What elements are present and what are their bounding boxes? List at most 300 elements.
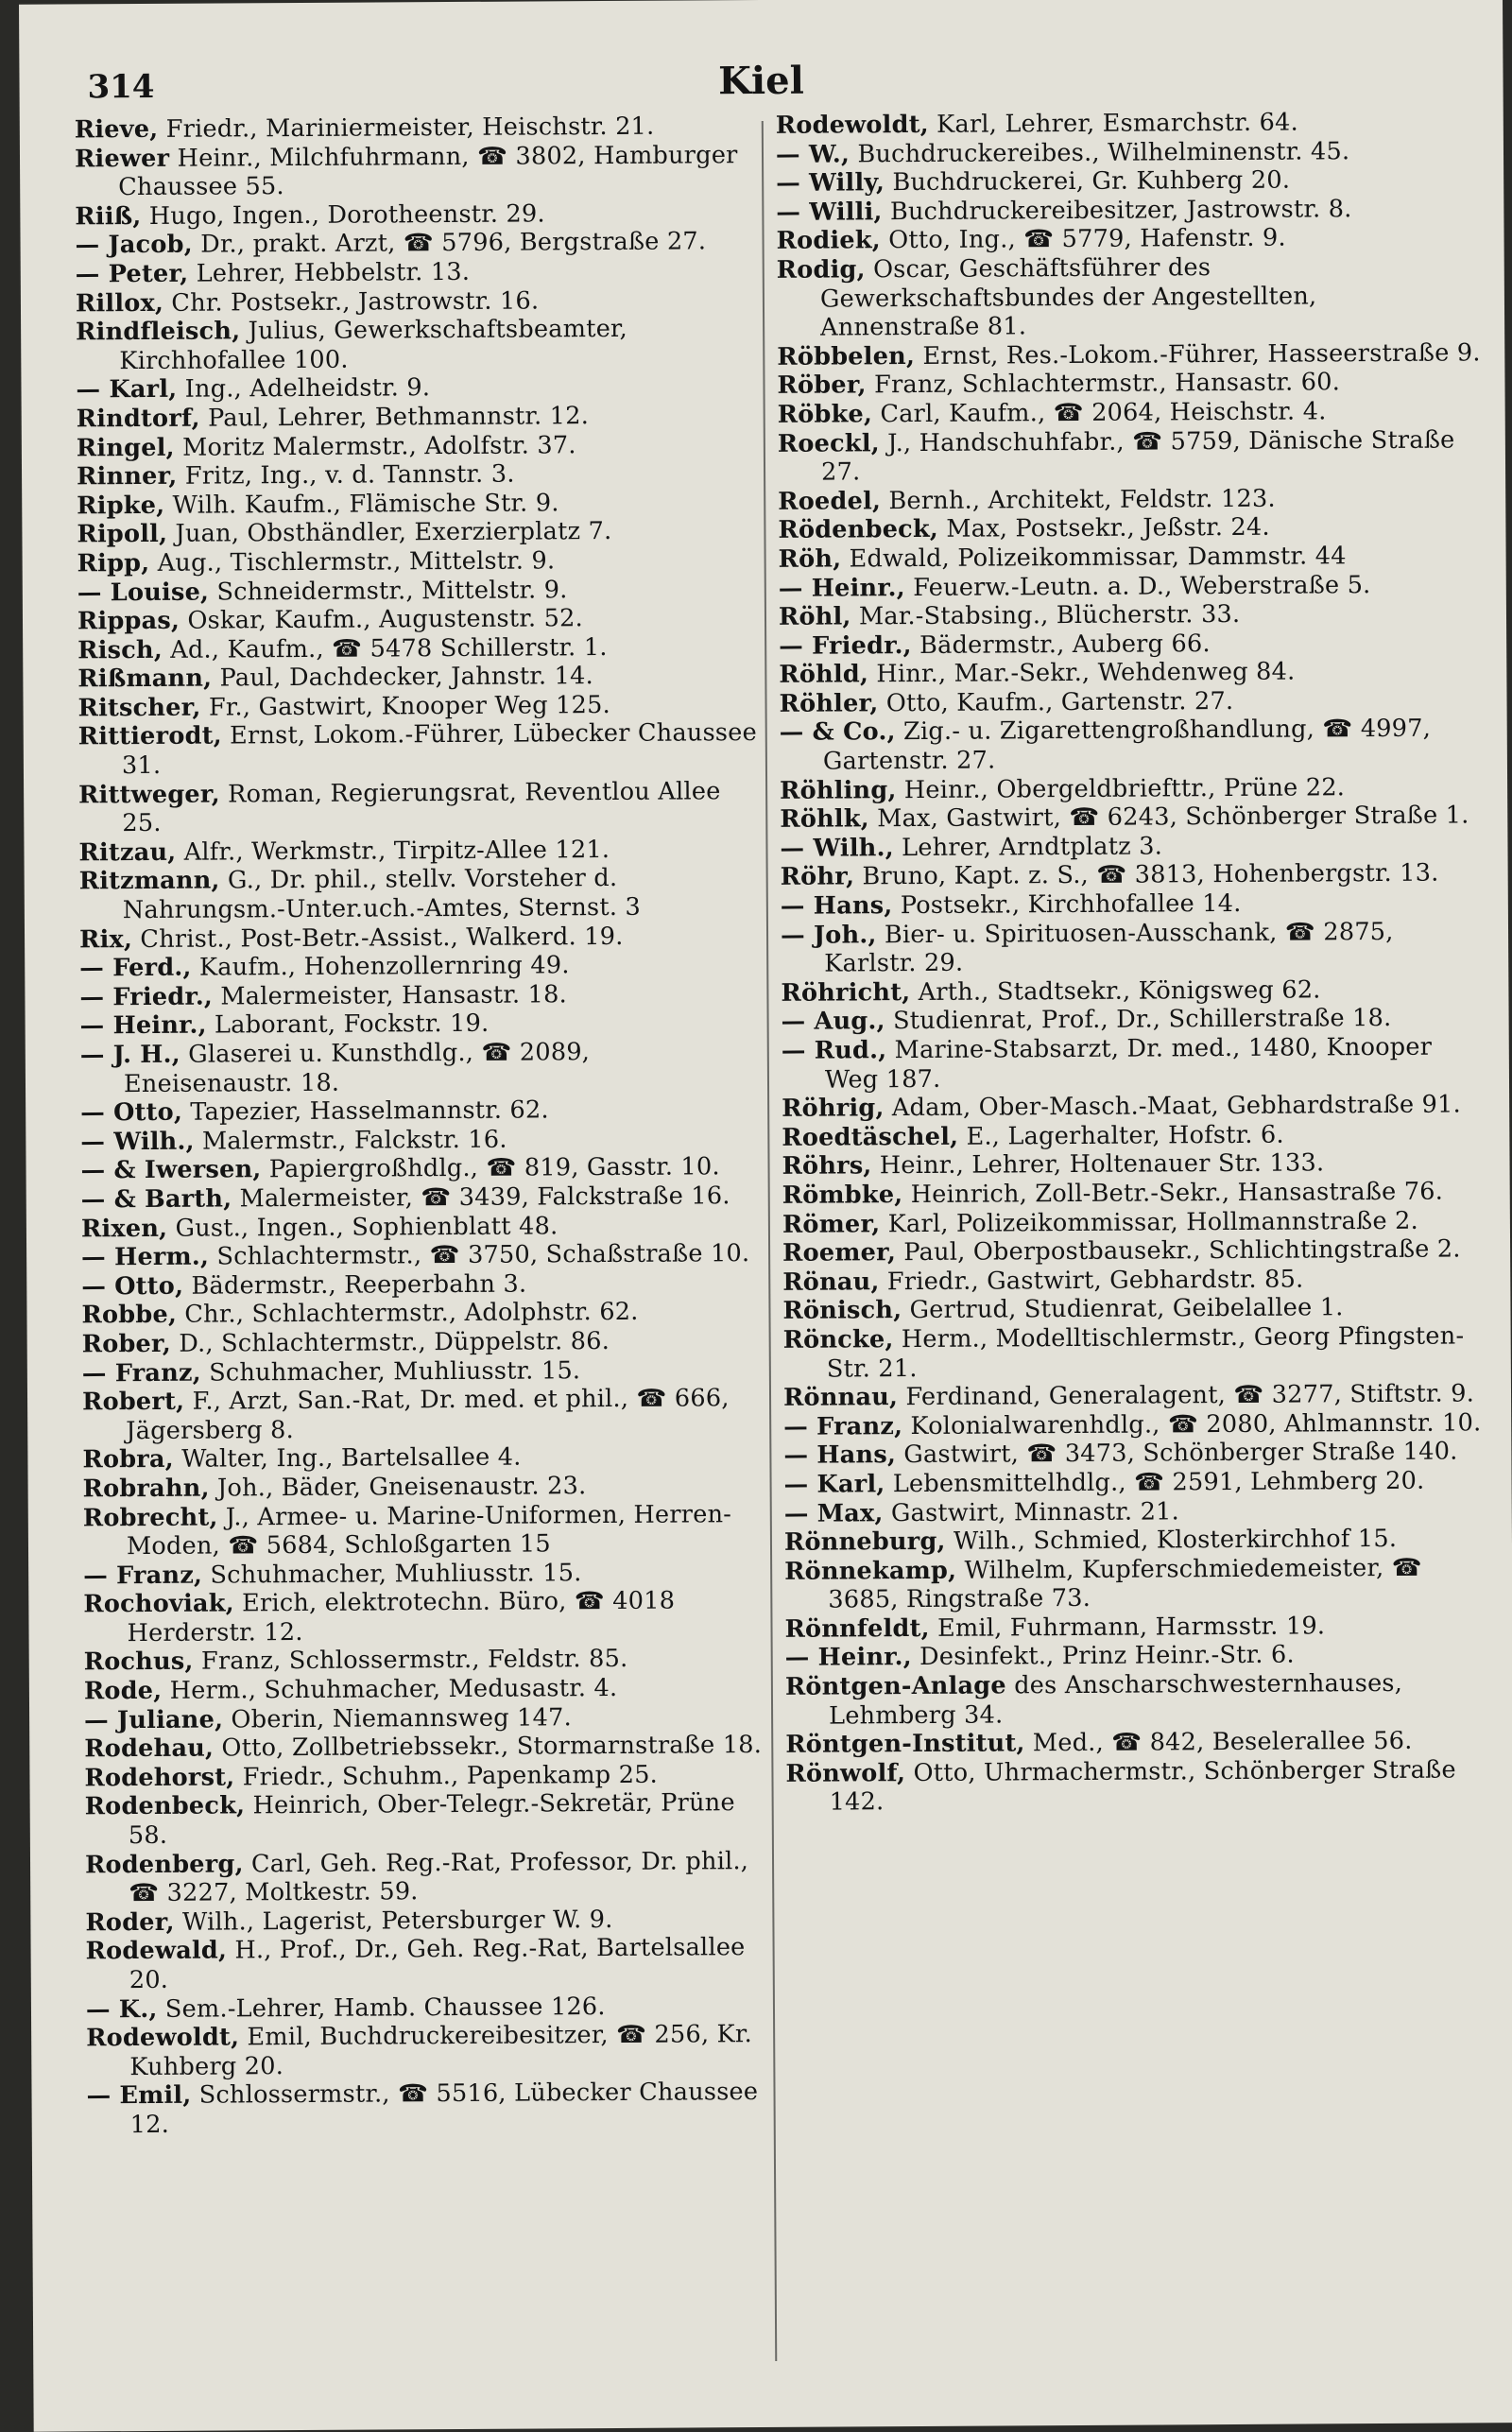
entry-name: — & Barth, (80, 1184, 232, 1215)
entry-name: Robra, (82, 1445, 174, 1475)
entry-details: Schlachtermstr., ☎ 3750, Schaßstraße 10. (208, 1239, 750, 1271)
directory-entry (779, 685, 1484, 718)
directory-entry (777, 368, 1482, 401)
directory-entry (84, 1731, 765, 1764)
entry-details: Friedr., Mariniermeister, Heischstr. 21. (158, 112, 655, 144)
directory-entry (779, 541, 1484, 574)
entry-details: Bruno, Kapt. z. S., ☎ 3813, Hohenbergstr. 13. (854, 859, 1439, 891)
entry-name: Rißmann, (77, 664, 213, 694)
directory-entry (78, 835, 759, 868)
entry-name: Roder, (85, 1907, 175, 1938)
entry-name: Rippas, (77, 606, 180, 636)
entry-name: Robbe, (81, 1301, 178, 1330)
directory-entry (782, 1032, 1486, 1095)
entry-name: Ripp, (77, 548, 150, 578)
entry-details: Kaufm., Hohenzollernring 49. (191, 951, 570, 982)
entry-name: — Karl, (783, 1470, 885, 1499)
entry-details: Lebensmittelhdlg., ☎ 2591, Lehmberg 20. (885, 1466, 1425, 1499)
entry-name: — Louise, (77, 578, 210, 607)
entry-details: Emil, Fuhrmann, Harmsstr. 19. (929, 1612, 1326, 1643)
entry-name: Robrecht, (82, 1503, 218, 1532)
entry-name: — Ferd., (79, 953, 192, 983)
entry-name: Rixen, (80, 1214, 168, 1243)
entry-details: Juan, Obsthändler, Exerzierplatz 7. (167, 517, 612, 549)
entry-name: Röhrs, (782, 1151, 872, 1182)
entry-name: — Joh., (780, 920, 877, 950)
directory-entry (778, 483, 1483, 516)
entry-name: — Friedr., (779, 630, 912, 661)
entry-details: Gertrud, Studienrat, Geibelallee 1. (902, 1293, 1344, 1325)
directory-entry (778, 512, 1483, 545)
entry-details: Gastwirt, ☎ 3473, Schönberger Straße 140. (895, 1437, 1458, 1470)
entry-name: — Willi, (776, 198, 883, 227)
entry-name: Rodenbeck, (84, 1791, 246, 1821)
entry-details: Fritz, Ing., v. d. Tannstr. 3. (177, 459, 515, 491)
entry-name: Röhld, (779, 660, 869, 690)
directory-entry (79, 979, 760, 1012)
directory-entry (79, 863, 760, 925)
directory-entry (80, 1095, 761, 1128)
entry-name: — Heinr., (784, 1643, 912, 1673)
entry-name: — Franz, (783, 1411, 903, 1441)
entry-details: E., Lagerhalter, Hofstr. 6. (958, 1120, 1284, 1151)
directory-entry (75, 227, 755, 260)
directory-entry (85, 1847, 765, 1909)
page-number: 314 (87, 67, 155, 107)
entry-name: Röh, (778, 544, 842, 574)
directory-entry (782, 1148, 1486, 1182)
entry-details: Carl, Geh. Reg.-Rat, Professor, Dr. phil., ☎ 3227, Moltkestr. 59. (129, 1846, 749, 1908)
directory-entry (778, 396, 1483, 429)
entry-details: Paul, Lehrer, Bethmannstr. 12. (199, 402, 590, 433)
entry-details: Heinr., Lehrer, Holtenauer Str. 133. (871, 1148, 1325, 1181)
entry-name: — Rud., (781, 1036, 887, 1065)
directory-entry (76, 285, 756, 319)
entry-details: Schneidermstr., Mittelstr. 9. (209, 575, 568, 607)
entry-details: Buchdruckereibesitzer, Jastrowstr. 8. (882, 194, 1352, 226)
directory-entry (79, 922, 760, 955)
entry-details: Adam, Ober-Masch.-Maat, Gebhardstraße 91. (884, 1090, 1462, 1123)
directory-entry (781, 975, 1486, 1008)
entry-details: D., Schlachtermstr., Düppelstr. 86. (170, 1326, 610, 1358)
entry-details: Med., ☎ 842, Beselerallee 56. (1024, 1727, 1413, 1758)
entry-details: Christ., Post-Betr.-Assist., Walkerd. 19. (131, 922, 624, 954)
entry-name: Rodig, (776, 255, 866, 285)
entry-details: Glaserei u. Kunsthdlg., ☎ 2089, Eneisenaustr. 18. (123, 1038, 591, 1098)
directory-entry (86, 2078, 766, 2140)
entry-details: Postsekr., Kirchhofallee 14. (892, 888, 1242, 921)
entry-name: Ritscher, (77, 693, 201, 723)
directory-entry (77, 430, 757, 463)
entry-details: Lehrer, Arndtplatz 3. (893, 832, 1163, 863)
directory-entry (778, 425, 1483, 488)
entry-name: Ripke, (77, 491, 165, 521)
entry-details: Studienrat, Prof., Dr., Schillerstraße 18. (885, 1004, 1392, 1036)
directory-entry (777, 338, 1482, 371)
entry-name: Rodehorst, (84, 1763, 235, 1793)
entry-details: Buchdruckereibes., Wilhelminenstr. 45. (849, 136, 1350, 169)
entry-details: Heinr., Obergeldbriefttr., Prüne 22. (896, 772, 1346, 804)
entry-details: Walter, Ing., Bartelsallee 4. (173, 1442, 522, 1475)
entry-details: Heinr., Milchfuhrmann, ☎ 3802, Hamburger Chaussee 55. (118, 140, 738, 202)
directory-entry (776, 107, 1481, 140)
directory-entry (82, 1326, 763, 1359)
entry-details: Wilhelm, Kupferschmiedemeister, ☎ 3685, Ringstraße 73. (828, 1553, 1422, 1614)
directory-entry (81, 1268, 762, 1302)
entry-details: Ernst, Lokom.-Führer, Lübecker Chaussee 31. (121, 718, 758, 781)
entry-details: J., Handschuhfabr., ☎ 5759, Dänische Straße 27. (820, 425, 1455, 487)
entry-details: H., Prof., Dr., Geh. Reg.-Rat, Bartelsallee 20. (129, 1933, 746, 1995)
entry-name: Risch, (77, 635, 163, 665)
entry-name: Robrahn, (82, 1474, 210, 1504)
entry-details: Kolonialwarenhdlg., ☎ 2080, Ahlmannstr. 10. (902, 1408, 1482, 1440)
entry-details: Malermeister, ☎ 3439, Falckstraße 16. (232, 1182, 730, 1214)
entry-details: Schlossermstr., ☎ 5516, Lübecker Chaussee 12. (129, 2078, 759, 2140)
entry-details: Friedr., Gastwirt, Gebhardstr. 85. (879, 1265, 1304, 1297)
entry-details: Schuhmacher, Muhliusstr. 15. (202, 1558, 582, 1590)
directory-entry (81, 1182, 762, 1215)
entry-name: Rodiek, (776, 226, 881, 256)
directory-entry (780, 715, 1485, 777)
directory-entry (80, 1152, 761, 1185)
entry-name: Ripoll, (77, 520, 168, 549)
entry-name: Rode, (83, 1676, 163, 1706)
entry-details: Joh., Bäder, Gneisenaustr. 23. (209, 1472, 587, 1503)
directory-entry (776, 136, 1481, 169)
directory-entry (784, 1611, 1489, 1644)
directory-entry (779, 628, 1484, 661)
directory-entry (77, 603, 758, 636)
entry-name: — Max, (783, 1498, 884, 1528)
entry-details: Bädermstr., Auberg 66. (911, 629, 1211, 660)
directory-entry (84, 1673, 765, 1706)
directory-entry (781, 917, 1486, 979)
entry-name: — Wilh., (780, 834, 894, 863)
directory-entry (80, 1037, 761, 1099)
entry-name: Röntgen-Anlage (784, 1671, 1006, 1701)
entry-name: Rindfleisch, (76, 317, 241, 347)
directory-entry (780, 830, 1485, 863)
directory-entry (783, 1321, 1488, 1384)
entry-details: Friedr., Schuhm., Papenkamp 25. (234, 1760, 659, 1792)
entry-name: Röhrig, (782, 1094, 885, 1124)
directory-entry (776, 194, 1481, 227)
entry-name: Riiß, (75, 201, 142, 232)
entry-details: Heinrich, Ober-Telegr.-Sekretär, Prüne 58. (128, 1788, 735, 1851)
entry-name: — Peter, (75, 259, 189, 289)
entry-details: F., Arzt, San.-Rat, Dr. med. et phil., ☎ 666, Jägersberg 8. (126, 1384, 730, 1445)
entry-details: Bädermstr., Reeperbahn 3. (183, 1269, 527, 1301)
entry-name: Röhlk, (780, 804, 869, 835)
entry-name: Röhler, (779, 689, 879, 718)
entry-name: Rödenbeck, (778, 515, 939, 545)
entry-details: Wilh., Lagerist, Petersburger W. 9. (174, 1905, 613, 1937)
directory-page (19, 0, 1512, 2432)
directory-entry (783, 1379, 1488, 1412)
directory-entry (83, 1500, 764, 1562)
entry-name: Röncke, (782, 1325, 894, 1354)
directory-entry (75, 141, 755, 203)
directory-entry (780, 802, 1485, 835)
directory-entry (79, 950, 760, 983)
entry-details: Chr., Schlachtermstr., Adolphstr. 62. (176, 1298, 639, 1330)
entry-details: Laborant, Fockstr. 19. (206, 1009, 490, 1041)
directory-entry (75, 112, 755, 145)
entry-name: — Friedr., (79, 982, 214, 1012)
entry-details: Max, Gastwirt, ☎ 6243, Schönberger Straße 1. (868, 801, 1469, 834)
entry-name: Roemer, (782, 1238, 897, 1268)
entry-details: Emil, Buchdruckereibesitzer, ☎ 256, Kr. Kuhberg 20. (129, 2020, 753, 2081)
entry-name: Römer, (782, 1209, 881, 1239)
entry-name: Röhr, (780, 862, 855, 892)
directory-entry (83, 1586, 764, 1648)
entry-name: Ritzmann, (78, 866, 220, 896)
entry-details: Buchdruckerei, Gr. Kuhberg 20. (884, 165, 1291, 198)
directory-entry (782, 1091, 1486, 1124)
entry-details: G., Dr. phil., stellv. Vorsteher d. Nahrungsm.-Unter.uch.-Amtes, Sternst. 3 (122, 864, 642, 925)
entry-details: Wilh. Kaufm., Flämische Str. 9. (164, 489, 559, 520)
entry-name: Röhricht, (781, 977, 911, 1008)
directory-entry (76, 371, 756, 405)
directory-entry (75, 198, 755, 232)
entry-name: Rönnekamp, (784, 1556, 957, 1586)
directory-entry (82, 1441, 763, 1475)
entry-name: — K., (85, 1994, 158, 2024)
directory-entry (86, 1933, 766, 1995)
entry-details: Sem.-Lehrer, Hamb. Chaussee 126. (157, 1992, 606, 2024)
entry-name: Roedel, (778, 486, 882, 516)
directory-entry (780, 772, 1485, 805)
entry-name: Röber, (777, 371, 867, 401)
entry-details: Herm., Schuhmacher, Medusastr. 4. (162, 1674, 618, 1705)
directory-entry (779, 598, 1484, 631)
entry-name: — Herm., (81, 1242, 210, 1272)
directory-entry (76, 256, 756, 289)
entry-name: — J. H., (79, 1040, 180, 1070)
entry-details: Ferdinand, Generalagent, ☎ 3277, Stiftstr. 9. (898, 1379, 1475, 1412)
directory-entry (777, 251, 1483, 342)
entry-name: — Juliane, (84, 1705, 224, 1735)
entry-name: Robert, (81, 1387, 185, 1417)
entry-name: Rönnau, (782, 1383, 899, 1413)
entry-details: Mar.-Stabsing., Blücherstr. 33. (850, 600, 1241, 631)
directory-entry (781, 859, 1486, 892)
entry-details: Malermstr., Falckstr. 16. (194, 1125, 507, 1156)
entry-details: Carl, Kaufm., ☎ 2064, Heischstr. 4. (871, 397, 1327, 429)
entry-name: — Franz, (81, 1358, 201, 1388)
directory-entry (785, 1668, 1490, 1731)
entry-details: Otto, Kaufm., Gartenstr. 27. (878, 686, 1234, 718)
entry-name: Rieve, (74, 114, 159, 145)
entry-details: Hinr., Mar.-Sekr., Wehdenweg 84. (868, 657, 1296, 689)
entry-name: Roedtäschel, (782, 1122, 959, 1152)
entry-name: Ritzau, (78, 837, 177, 868)
entry-name: Rochoviak, (83, 1589, 234, 1619)
entry-name: Riewer (74, 144, 170, 174)
directory-entry (76, 314, 756, 376)
directory-entry (785, 1755, 1490, 1818)
entry-details: Max, Postsekr., Jeßstr. 24. (937, 513, 1270, 544)
directory-entry (82, 1355, 763, 1388)
entry-name: — Hans, (783, 1440, 897, 1471)
directory-entry (77, 690, 758, 723)
entry-name: Rittweger, (78, 780, 220, 810)
directory-entry (782, 1119, 1486, 1152)
directory-entry (81, 1211, 762, 1244)
entry-name: Ringel, (76, 433, 175, 462)
directory-entry (84, 1760, 765, 1793)
entry-details: Schuhmacher, Muhliusstr. 15. (200, 1355, 581, 1388)
entry-details: Edwald, Polizeikommissar, Dammstr. 44 (841, 542, 1347, 574)
entry-details: Feuerw.-Leutn. a. D., Weberstraße 5. (904, 570, 1371, 602)
directory-entry (77, 516, 757, 549)
entry-name: Röhling, (780, 775, 897, 805)
entry-name: Rober, (81, 1329, 172, 1359)
directory-entry (77, 575, 758, 608)
directory-entry (779, 570, 1484, 603)
directory-entry (77, 632, 758, 665)
entry-details: J., Armee- u. Marine-Uniformen, Herren-Moden, ☎ 5684, Schloßgarten 15 (126, 1499, 732, 1561)
directory-entry (784, 1495, 1489, 1528)
entry-name: Rönisch, (782, 1296, 902, 1326)
entry-details: Zig.- u. Zigarettengroßhandlung, ☎ 4997, Gartenstr. 27. (822, 715, 1432, 776)
entry-name: Röhl, (778, 602, 851, 631)
entry-name: Röntgen-Institut, (785, 1729, 1025, 1760)
entry-details: Heinrich, Zoll-Betr.-Sekr., Hansastraße 76. (902, 1177, 1444, 1210)
entry-details: Franz, Schlachtermstr., Hansastr. 60. (866, 368, 1341, 400)
directory-entry (784, 1524, 1489, 1557)
left-column (75, 112, 769, 2403)
entry-details: Chr. Postsekr., Jastrowstr. 16. (163, 286, 540, 318)
directory-entry (85, 1788, 765, 1851)
entry-name: Römbke, (782, 1181, 903, 1210)
entry-details: Paul, Oberpostbausekr., Schlichtingstraße 2. (895, 1234, 1461, 1268)
entry-name: — Willy, (776, 168, 885, 198)
directory-entry (82, 1384, 763, 1446)
entry-details: Alfr., Werkmstr., Tirpitz-Allee 121. (176, 835, 610, 867)
directory-entry (83, 1471, 764, 1504)
entry-name: Rodewoldt, (775, 110, 929, 140)
directory-entry (77, 458, 757, 492)
entry-details: Karl, Polizeikommissar, Hollmannstraße 2. (880, 1206, 1418, 1238)
directory-entry (782, 1004, 1486, 1037)
directory-entry (781, 888, 1486, 921)
entry-details: Marine-Stabsarzt, Dr. med., 1480, Knooper Weg 187. (824, 1032, 1433, 1095)
directory-entry (782, 1264, 1487, 1297)
entry-details: Otto, Zollbetriebssekr., Stormarnstraße 18. (214, 1731, 763, 1763)
directory-entry (779, 657, 1484, 690)
entry-name: Rodehau, (84, 1733, 215, 1764)
entry-name: Rönau, (782, 1268, 880, 1297)
entry-details: Gust., Ingen., Sophienblatt 48. (167, 1211, 558, 1243)
entry-details: Oberin, Niemannsweg 147. (223, 1702, 572, 1734)
entry-name: — Heinr., (778, 573, 905, 603)
directory-entry (81, 1239, 762, 1272)
entry-name: Rittierodt, (77, 721, 222, 751)
entry-details: Otto, Uhrmachermstr., Schönberger Straße 142. (829, 1755, 1456, 1818)
entry-details: Roman, Regierungsrat, Reventlou Allee 25. (122, 776, 721, 838)
entry-name: — Otto, (81, 1271, 184, 1302)
directory-entry (77, 488, 757, 521)
entry-name: Röbke, (777, 400, 873, 429)
directory-entry (782, 1177, 1487, 1210)
directory-entry (80, 1124, 761, 1157)
entry-details: Karl, Lehrer, Esmarchstr. 64. (928, 108, 1299, 139)
directory-entry (86, 2020, 766, 2082)
directory-entry (785, 1640, 1490, 1673)
entry-name: — Hans, (780, 891, 893, 921)
entry-name: — Emil, (86, 2081, 192, 2111)
entry-details: Desinfekt., Prinz Heinr.-Str. 6. (911, 1641, 1295, 1672)
entry-name: — W., (775, 140, 850, 169)
entry-name: Rodenberg, (84, 1850, 244, 1880)
entry-details: Fr., Gastwirt, Knooper Weg 125. (200, 690, 611, 722)
entry-details: Aug., Tischlermstr., Mittelstr. 9. (149, 546, 556, 578)
entry-name: — Aug., (781, 1007, 885, 1037)
directory-entry (77, 545, 758, 578)
entry-details: Gastwirt, Minnastr. 21. (883, 1496, 1180, 1527)
directory-entry (77, 661, 758, 694)
directory-entry (782, 1206, 1487, 1239)
entry-details: Dr., prakt. Arzt, ☎ 5796, Bergstraße 27. (192, 227, 707, 260)
entry-name: — Otto, (80, 1097, 183, 1128)
running-head: Kiel (718, 58, 804, 104)
directory-entry (784, 1466, 1489, 1499)
entry-details: Julius, Gewerkschaftsbeamter, Kirchhofallee 100. (119, 315, 628, 375)
entry-details: Erich, elektrotechn. Büro, ☎ 4018 Herderstr. 12. (127, 1586, 676, 1648)
directory-entry (84, 1644, 765, 1677)
directory-entry (81, 1297, 762, 1330)
entry-details: Otto, Ing., ☎ 5779, Hafenstr. 9. (880, 223, 1286, 255)
entry-name: Rönnfeldt, (784, 1613, 930, 1644)
directory-entry (86, 1992, 766, 2025)
directory-entry (783, 1408, 1488, 1441)
entry-details: Ernst, Res.-Lokom.-Führer, Hasseerstraße 9. (914, 338, 1481, 371)
entry-details: Ad., Kaufm., ☎ 5478 Schillerstr. 1. (162, 632, 608, 664)
entry-details: Wilh., Schmied, Klosterkirchhof 15. (945, 1525, 1398, 1556)
entry-name: — & Co., (779, 717, 896, 748)
directory-entry (782, 1234, 1487, 1268)
entry-details: Herm., Modelltischlermstr., Georg Pfingsten-Str. 21. (826, 1321, 1465, 1384)
directory-entry (84, 1702, 765, 1735)
entry-name: — & Iwersen, (80, 1155, 262, 1185)
entry-name: — Franz, (83, 1561, 203, 1591)
entry-details: Franz, Schlossermstr., Feldstr. 85. (193, 1645, 628, 1677)
directory-entry (78, 718, 759, 781)
entry-details: Bernh., Architekt, Feldstr. 123. (880, 484, 1276, 515)
directory-entry (83, 1558, 764, 1591)
directory-entry (78, 777, 759, 839)
entry-details: Hugo, Ingen., Dorotheenstr. 29. (141, 199, 545, 231)
entry-details: Papiergroßhdlg., ☎ 819, Gasstr. 10. (261, 1152, 720, 1184)
directory-entry (784, 1553, 1489, 1615)
entry-name: Rindtorf, (76, 404, 200, 434)
entry-name: — Heinr., (79, 1011, 207, 1041)
entry-details: Tapezier, Hasselmannstr. 62. (181, 1095, 549, 1127)
entry-details: Oscar, Geschäftsführer des Gewerkschaftsbundes der Angestellten, Annenstraße 81. (819, 253, 1317, 342)
entry-details: Malermeister, Hansastr. 18. (212, 980, 567, 1011)
directory-entry (77, 401, 757, 434)
directory-entry (782, 1293, 1487, 1326)
entry-details: Paul, Dachdecker, Jahnstr. 14. (212, 662, 594, 693)
entry-details: Moritz Malermstr., Adolfstr. 37. (174, 430, 576, 462)
directory-entry (80, 1008, 761, 1041)
entry-name: Roeckl, (777, 428, 880, 458)
entry-name: Rodewoldt, (86, 2023, 240, 2053)
directory-entry (785, 1727, 1490, 1760)
directory-entry (776, 165, 1481, 198)
entry-details: Oskar, Kaufm., Augustenstr. 52. (180, 604, 584, 635)
